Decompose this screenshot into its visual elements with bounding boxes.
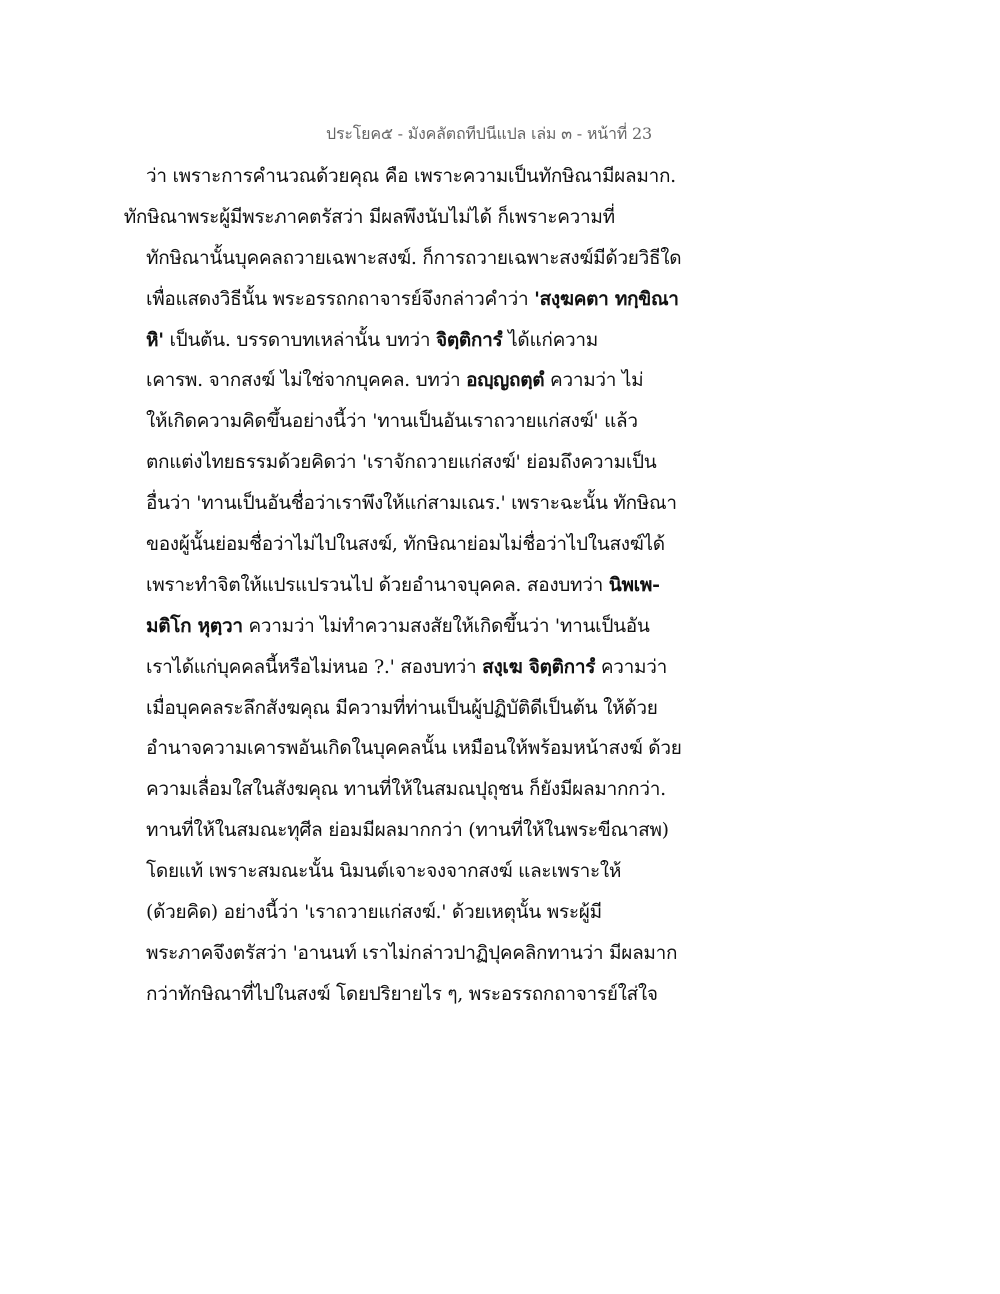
text-run: เป็นต้น. บรรดาบทเหล่านั้น บทว่า bbox=[163, 328, 437, 351]
text-run: ึทักษิณาพระผู้มีพระภาคตรัสว่า มีผลพึงนับไม่ได้ ก็เพราะความที่ bbox=[124, 205, 615, 228]
text-run: ทานที่ให้ในสมณะทุศีล ย่อมมีผลมากกว่า (ทานที่ให้ในพระขีณาสพ) bbox=[146, 819, 669, 842]
text-line bbox=[146, 851, 706, 892]
text-line bbox=[146, 156, 706, 197]
text-line bbox=[146, 483, 706, 524]
pali-term: นิพเพ- bbox=[608, 573, 660, 596]
text-line bbox=[146, 360, 706, 401]
text-run: ของผู้นั้นย่อมชื่อว่าไม่ไปในสงฆ์, ทักษิณาย่อมไม่ชื่อว่าไปในสงฆ์ได้ bbox=[146, 533, 665, 556]
text-line bbox=[146, 974, 706, 1015]
text-run: เมื่อบุคคลระลึกสังฆคุณ มีความที่ท่านเป็นผู้ปฏิบัติดีเป็นต้น ให้ด้วย bbox=[146, 696, 658, 719]
text-run: ว่า เพราะการคำนวณด้วยคุณ คือ เพราะความเป็นทักษิณามีผลมาก. bbox=[146, 165, 676, 187]
text-run: ความเลื่อมใสในสังฆคุณ ทานที่ให้ในสมณปุถุชน ก็ยังมีผลมากกว่า. bbox=[146, 778, 666, 801]
text-run: โดยแท้ เพราะสมณะนั้น นิมนต์เจาะจงจากสงฆ์ และเพราะให้ bbox=[146, 860, 622, 883]
body-text bbox=[124, 156, 706, 1015]
text-run: ให้เกิดความคิดขึ้นอย่างนี้ว่า 'ทานเป็นอันเราถวายแก่สงฆ์' แล้ว bbox=[146, 410, 638, 433]
text-line bbox=[146, 728, 706, 769]
running-header: ประโยค๕ - มังคลัตถทีปนีแปล เล่ม ๓ - หน้าที่ 23 bbox=[326, 124, 652, 143]
text-line bbox=[146, 647, 706, 688]
text-line bbox=[146, 810, 706, 851]
text-line bbox=[146, 279, 706, 320]
text-run: ความว่า bbox=[595, 655, 667, 678]
text-run: อื่นว่า 'ทานเป็นอันชื่อว่าเราพึงให้แก่สามเณร.' เพราะฉะนั้น ทักษิณา bbox=[146, 492, 677, 515]
text-line bbox=[146, 442, 706, 483]
text-line bbox=[146, 565, 706, 606]
text-line bbox=[146, 892, 706, 933]
text-line bbox=[146, 401, 706, 442]
pali-term: สงฺเฆ จิตฺติการํ bbox=[482, 655, 596, 678]
text-run: กว่าทักษิณาที่ไปในสงฆ์ โดยปริยายไร ๆ, พระอรรถกถาจารย์ใส่ใจ bbox=[146, 982, 658, 1005]
pali-term: จิตฺติการํ bbox=[436, 328, 503, 351]
text-run: ได้แก่ความ bbox=[502, 328, 598, 351]
pali-term: อญฺญถตฺตํ bbox=[466, 369, 545, 392]
text-line bbox=[146, 769, 706, 810]
text-run: อำนาจความเคารพอันเกิดในบุคคลนั้น เหมือนให้พร้อมหน้าสงฆ์ ด้วย bbox=[146, 737, 682, 760]
text-line bbox=[146, 688, 706, 729]
pali-term: หิ' bbox=[146, 328, 164, 351]
text-run: (ด้วยคิด) อย่างนี้ว่า 'เราถวายแก่สงฆ์.' ด้วยเหตุนั้น พระผู้มี bbox=[146, 901, 602, 924]
pali-term: 'สงฺฆคตา ทกฺขิณา bbox=[534, 287, 679, 310]
text-run: เราได้แก่บุคคลนี้หรือไม่หนอ ?.' สองบทว่า bbox=[146, 655, 483, 678]
text-run: ทักษิณานั้นบุคคลถวายเฉพาะสงฆ์. ก็การถวายเฉพาะสงฆ์มีด้วยวิธีใด bbox=[146, 246, 682, 269]
text-line bbox=[146, 933, 706, 974]
text-line bbox=[146, 320, 706, 361]
text-run: เพราะทำจิตให้แปรแปรวนไป ด้วยอำนาจบุคคล. สองบทว่า bbox=[146, 573, 609, 596]
text-line bbox=[146, 238, 706, 279]
text-run: พระภาคจึงตรัสว่า 'อานนท์ เราไม่กล่าวปาฏิปุคคลิกทานว่า มีผลมาก bbox=[146, 941, 678, 964]
text-run: เพื่อแสดงวิธีนั้น พระอรรถกถาจารย์จึงกล่าวคำว่า bbox=[146, 287, 535, 310]
text-run: ความว่า ไม่ทำความสงสัยให้เกิดขึ้นว่า 'ทานเป็นอัน bbox=[242, 614, 650, 637]
text-line bbox=[124, 197, 706, 238]
text-run: เคารพ. จากสงฆ์ ไม่ใช่จากบุคคล. บทว่า bbox=[146, 369, 467, 392]
text-line bbox=[146, 606, 706, 647]
text-run: ความว่า ไม่ bbox=[544, 369, 644, 392]
pali-term: มติโก หุตฺวา bbox=[146, 614, 243, 637]
text-run: ตกแต่งไทยธรรมด้วยคิดว่า 'เราจักถวายแก่สงฆ์' ย่อมถึงความเป็น bbox=[146, 451, 657, 474]
text-line bbox=[146, 524, 706, 565]
